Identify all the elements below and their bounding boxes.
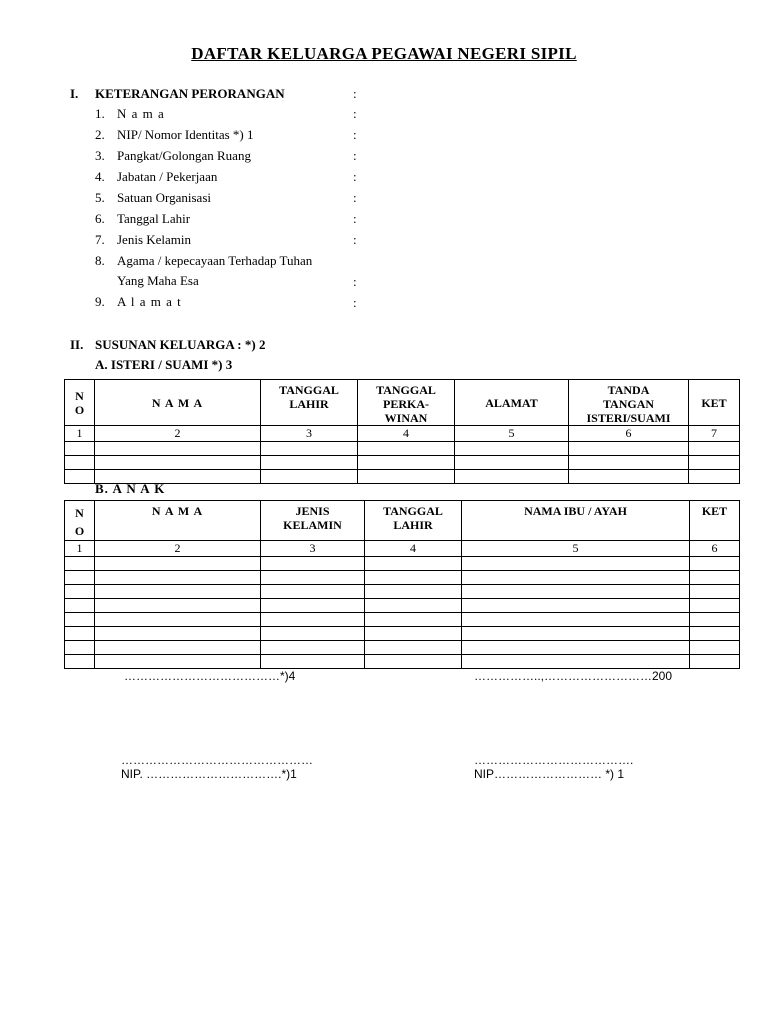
column-number: 4 <box>365 541 462 557</box>
children-heading: B. A N A K <box>95 481 166 496</box>
table-row <box>65 456 740 470</box>
item-label-pangkat: Pangkat/Golongan Ruang <box>117 148 251 163</box>
column-number: 2 <box>95 541 261 557</box>
header-nama: N A M A <box>95 380 261 426</box>
column-number: 2 <box>95 426 261 442</box>
header-no-line1: N <box>75 506 84 520</box>
header-tanggal-lahir-line2: LAHIR <box>393 518 433 532</box>
spouse-number-row <box>65 426 740 442</box>
header-tanggal-lahir <box>261 380 358 426</box>
header-nama-ibu-ayah: NAMA IBU / AYAH <box>462 501 690 541</box>
header-alamat: ALAMAT <box>455 380 569 426</box>
right-nip: NIP……………………… *) 1 <box>474 767 625 781</box>
header-tanggal-lahir-line1: TANGGAL <box>279 383 339 397</box>
item-number: 2. <box>95 127 105 142</box>
item-number: 4. <box>95 169 105 184</box>
item-number: 5. <box>95 190 105 205</box>
header-jenis-kelamin-line1: JENIS <box>295 504 330 518</box>
item-number: 3. <box>95 148 105 163</box>
column-number: 1 <box>65 541 95 557</box>
header-tanda-tangan-line2: TANGAN <box>602 397 655 411</box>
item-colon: : <box>353 232 357 247</box>
place-field: …………………………………*)4 <box>124 669 296 683</box>
column-number: 4 <box>358 426 455 442</box>
section-1-number: I. <box>70 86 79 101</box>
header-no-line2: O <box>74 524 85 538</box>
header-no <box>65 501 95 541</box>
header-nama: N A M A <box>95 501 261 541</box>
section-1-heading: KETERANGAN PERORANGAN <box>95 86 285 101</box>
item-colon: : <box>353 127 357 142</box>
section-2-heading: SUSUNAN KELUARGA : *) 2 <box>95 337 266 352</box>
item-label-agama-cont: Yang Maha Esa <box>117 273 199 288</box>
header-ket: KET <box>689 380 740 426</box>
spouse-heading: A. ISTERI / SUAMI *) 3 <box>95 357 233 372</box>
children-table <box>64 500 740 669</box>
column-number: 3 <box>261 541 365 557</box>
item-colon: : <box>353 169 357 184</box>
item-number: 9. <box>95 294 105 309</box>
header-no-line2: O <box>74 402 85 417</box>
spouse-table <box>64 379 740 484</box>
item-label-agama: Agama / kepecayaan Terhadap Tuhan <box>117 253 313 268</box>
table-row <box>65 627 740 641</box>
document-title: DAFTAR KELUARGA PEGAWAI NEGERI SIPIL <box>191 44 577 63</box>
column-number: 6 <box>569 426 689 442</box>
date-field: ……………..,………………………200 <box>474 669 673 683</box>
table-row <box>65 470 740 484</box>
item-number: 1. <box>95 106 105 121</box>
table-row <box>65 557 740 571</box>
header-tanggal-perkawinan <box>358 380 455 426</box>
header-tanggal-perkawinan-line1: TANGGAL <box>376 383 436 397</box>
header-tanggal-lahir-line1: TANGGAL <box>383 504 443 518</box>
column-number: 5 <box>462 541 690 557</box>
column-number: 3 <box>261 426 358 442</box>
table-row <box>65 585 740 599</box>
header-no-line1: N <box>75 388 84 403</box>
item-label-nama: N a m a <box>117 106 165 121</box>
item-number: 8. <box>95 253 105 268</box>
item-number: 7. <box>95 232 105 247</box>
children-number-row <box>65 541 740 557</box>
item-colon: : <box>353 190 357 205</box>
item-colon: : <box>353 274 357 289</box>
table-row <box>65 613 740 627</box>
header-tanggal-perkawinan-line3: WINAN <box>384 411 428 425</box>
item-colon: : <box>353 211 357 226</box>
header-tanggal-perkawinan-line2: PERKA- <box>383 397 429 411</box>
children-header-row <box>65 501 740 541</box>
item-label-tanggal-lahir: Tanggal Lahir <box>117 211 191 226</box>
column-number: 5 <box>455 426 569 442</box>
header-jenis-kelamin <box>261 501 365 541</box>
table-row <box>65 442 740 456</box>
section-2-number: II. <box>70 337 84 352</box>
left-nip: NIP. …………………………….*)1 <box>121 767 297 781</box>
header-tanggal-lahir <box>365 501 462 541</box>
item-colon: : <box>353 295 357 310</box>
right-signature-line: …………………………………. <box>474 753 634 767</box>
section-1-colon: : <box>353 86 357 101</box>
item-label-jenis-kelamin: Jenis Kelamin <box>117 232 192 247</box>
header-no <box>65 380 95 426</box>
item-label-nip: NIP/ Nomor Identitas *) 1 <box>117 127 254 142</box>
item-colon: : <box>353 148 357 163</box>
column-number: 1 <box>65 426 95 442</box>
item-number: 6. <box>95 211 105 226</box>
item-colon: : <box>353 106 357 121</box>
column-number: 6 <box>690 541 740 557</box>
item-label-satuan: Satuan Organisasi <box>117 190 211 205</box>
header-jenis-kelamin-line2: KELAMIN <box>283 518 342 532</box>
item-label-alamat: A l a m a t <box>117 294 182 309</box>
header-tanggal-lahir-line2: LAHIR <box>289 397 329 411</box>
header-ket: KET <box>690 501 740 541</box>
header-tanda-tangan-line1: TANDA <box>607 383 650 397</box>
spouse-header-row <box>65 380 740 426</box>
left-signature-line: ………………………………………… <box>121 753 313 767</box>
column-number: 7 <box>689 426 740 442</box>
table-row <box>65 655 740 669</box>
header-tanda-tangan-line3: ISTERI/SUAMI <box>586 411 671 425</box>
table-row <box>65 641 740 655</box>
item-label-jabatan: Jabatan / Pekerjaan <box>117 169 218 184</box>
table-row <box>65 599 740 613</box>
header-tanda-tangan <box>569 380 689 426</box>
table-row <box>65 571 740 585</box>
